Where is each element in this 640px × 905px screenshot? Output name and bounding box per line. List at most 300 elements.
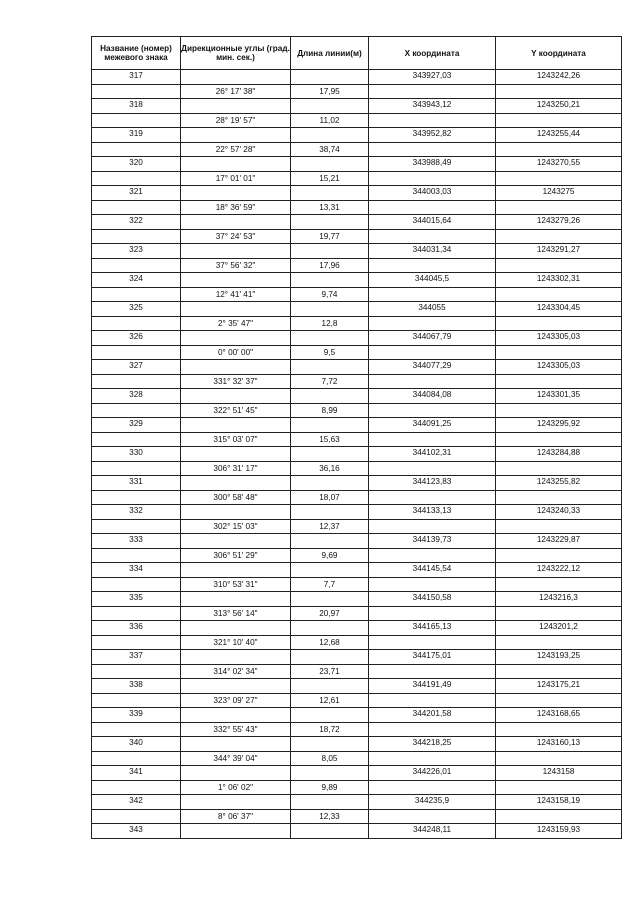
- bearing-angle: 17° 01' 01": [181, 171, 291, 186]
- line-length: 23,71: [291, 664, 369, 679]
- y-coordinate: 1243159,93: [496, 824, 622, 839]
- y-coordinate: 1243270,55: [496, 157, 622, 172]
- x-coordinate: 344102,31: [369, 447, 496, 462]
- empty-cell: [181, 708, 291, 723]
- y-coordinate: 1243250,21: [496, 99, 622, 114]
- empty-cell: [291, 534, 369, 549]
- bearing-angle: 306° 51' 29": [181, 548, 291, 563]
- point-row: [92, 650, 622, 665]
- line-length: 12,37: [291, 519, 369, 534]
- y-coordinate: 1243175,21: [496, 679, 622, 694]
- segment-row: [92, 316, 622, 331]
- empty-cell: [181, 302, 291, 317]
- empty-cell: [369, 519, 496, 534]
- x-coordinate: 343988,49: [369, 157, 496, 172]
- empty-cell: [369, 171, 496, 186]
- bearing-angle: 26° 17' 38": [181, 84, 291, 99]
- x-coordinate: 344045,5: [369, 273, 496, 288]
- x-coordinate: 344235,9: [369, 795, 496, 810]
- empty-cell: [496, 113, 622, 128]
- empty-cell: [291, 215, 369, 230]
- line-length: 36,16: [291, 461, 369, 476]
- segment-row: [92, 490, 622, 505]
- line-length: 9,5: [291, 345, 369, 360]
- empty-cell: [181, 447, 291, 462]
- point-row: [92, 592, 622, 607]
- segment-row: [92, 200, 622, 215]
- point-name: 334: [92, 563, 181, 578]
- empty-cell: [496, 229, 622, 244]
- empty-cell: [92, 809, 181, 824]
- empty-cell: [291, 70, 369, 85]
- empty-cell: [181, 679, 291, 694]
- line-length: 20,97: [291, 606, 369, 621]
- bearing-angle: 28° 19' 57": [181, 113, 291, 128]
- empty-cell: [92, 519, 181, 534]
- point-name: 318: [92, 99, 181, 114]
- line-length: 12,61: [291, 693, 369, 708]
- empty-cell: [291, 157, 369, 172]
- point-row: [92, 737, 622, 752]
- y-coordinate: 1243305,03: [496, 360, 622, 375]
- empty-cell: [181, 99, 291, 114]
- empty-cell: [369, 432, 496, 447]
- point-row: [92, 186, 622, 201]
- y-coordinate: 1243295,92: [496, 418, 622, 433]
- empty-cell: [496, 200, 622, 215]
- bearing-angle: 331° 32' 37": [181, 374, 291, 389]
- empty-cell: [291, 650, 369, 665]
- bearing-angle: 314° 02' 34": [181, 664, 291, 679]
- segment-row: [92, 751, 622, 766]
- x-coordinate: 344165,13: [369, 621, 496, 636]
- point-name: 322: [92, 215, 181, 230]
- empty-cell: [92, 374, 181, 389]
- point-name: 319: [92, 128, 181, 143]
- empty-cell: [291, 505, 369, 520]
- line-length: 7,7: [291, 577, 369, 592]
- point-name: 327: [92, 360, 181, 375]
- y-coordinate: 1243304,45: [496, 302, 622, 317]
- line-length: 13,31: [291, 200, 369, 215]
- point-row: [92, 418, 622, 433]
- header-line-length: Длина линии(м): [291, 37, 369, 70]
- line-length: 38,74: [291, 142, 369, 157]
- x-coordinate: 344145,54: [369, 563, 496, 578]
- y-coordinate: 1243255,44: [496, 128, 622, 143]
- point-name: 332: [92, 505, 181, 520]
- point-row: [92, 331, 622, 346]
- y-coordinate: 1243216,3: [496, 592, 622, 607]
- empty-cell: [92, 780, 181, 795]
- empty-cell: [181, 534, 291, 549]
- x-coordinate: 344084,08: [369, 389, 496, 404]
- y-coordinate: 1243229,87: [496, 534, 622, 549]
- bearing-angle: 0° 00' 00": [181, 345, 291, 360]
- empty-cell: [92, 200, 181, 215]
- empty-cell: [291, 563, 369, 578]
- line-length: 18,72: [291, 722, 369, 737]
- line-length: 17,95: [291, 84, 369, 99]
- bearing-angle: 302° 15' 03": [181, 519, 291, 534]
- y-coordinate: 1243160,13: [496, 737, 622, 752]
- empty-cell: [369, 606, 496, 621]
- y-coordinate: 1243301,35: [496, 389, 622, 404]
- empty-cell: [369, 84, 496, 99]
- header-bearing: Дирекционные углы (град. мин. сек.): [181, 37, 291, 70]
- point-row: [92, 563, 622, 578]
- empty-cell: [369, 780, 496, 795]
- empty-cell: [496, 374, 622, 389]
- segment-row: [92, 577, 622, 592]
- point-row: [92, 215, 622, 230]
- point-row: [92, 389, 622, 404]
- empty-cell: [291, 418, 369, 433]
- empty-cell: [181, 505, 291, 520]
- empty-cell: [496, 490, 622, 505]
- bearing-angle: 315° 03' 07": [181, 432, 291, 447]
- empty-cell: [291, 737, 369, 752]
- empty-cell: [181, 157, 291, 172]
- x-coordinate: 344123,83: [369, 476, 496, 491]
- segment-row: [92, 722, 622, 737]
- bearing-angle: 22° 57' 28": [181, 142, 291, 157]
- empty-cell: [92, 635, 181, 650]
- empty-cell: [181, 795, 291, 810]
- empty-cell: [92, 229, 181, 244]
- segment-row: [92, 287, 622, 302]
- x-coordinate: 344015,64: [369, 215, 496, 230]
- empty-cell: [369, 287, 496, 302]
- empty-cell: [369, 693, 496, 708]
- point-row: [92, 476, 622, 491]
- point-name: 341: [92, 766, 181, 781]
- point-row: [92, 99, 622, 114]
- empty-cell: [181, 476, 291, 491]
- y-coordinate: 1243193,25: [496, 650, 622, 665]
- empty-cell: [496, 287, 622, 302]
- y-coordinate: 1243168,65: [496, 708, 622, 723]
- empty-cell: [291, 244, 369, 259]
- segment-row: [92, 519, 622, 534]
- point-name: 333: [92, 534, 181, 549]
- bearing-angle: 306° 31' 17": [181, 461, 291, 476]
- x-coordinate: 344226,01: [369, 766, 496, 781]
- point-row: [92, 157, 622, 172]
- header-point-name: Название (номер) межевого знака: [92, 37, 181, 70]
- y-coordinate: 1243201,2: [496, 621, 622, 636]
- empty-cell: [369, 200, 496, 215]
- point-row: [92, 795, 622, 810]
- line-length: 12,8: [291, 316, 369, 331]
- empty-cell: [496, 171, 622, 186]
- empty-cell: [181, 650, 291, 665]
- bearing-angle: 300° 58' 48": [181, 490, 291, 505]
- empty-cell: [181, 70, 291, 85]
- point-name: 321: [92, 186, 181, 201]
- empty-cell: [181, 186, 291, 201]
- point-row: [92, 766, 622, 781]
- empty-cell: [291, 592, 369, 607]
- empty-cell: [92, 432, 181, 447]
- x-coordinate: 344191,49: [369, 679, 496, 694]
- empty-cell: [369, 113, 496, 128]
- segment-row: [92, 780, 622, 795]
- point-name: 342: [92, 795, 181, 810]
- line-length: 12,33: [291, 809, 369, 824]
- empty-cell: [181, 592, 291, 607]
- empty-cell: [291, 99, 369, 114]
- bearing-angle: 310° 53' 31": [181, 577, 291, 592]
- point-name: 336: [92, 621, 181, 636]
- segment-row: [92, 403, 622, 418]
- empty-cell: [92, 113, 181, 128]
- empty-cell: [369, 403, 496, 418]
- empty-cell: [496, 780, 622, 795]
- point-name: 323: [92, 244, 181, 259]
- point-name: 340: [92, 737, 181, 752]
- empty-cell: [92, 751, 181, 766]
- empty-cell: [369, 374, 496, 389]
- empty-cell: [181, 766, 291, 781]
- bearing-angle: 332° 55' 43": [181, 722, 291, 737]
- empty-cell: [496, 403, 622, 418]
- segment-row: [92, 664, 622, 679]
- point-name: 324: [92, 273, 181, 288]
- empty-cell: [92, 461, 181, 476]
- line-length: 9,74: [291, 287, 369, 302]
- empty-cell: [496, 142, 622, 157]
- x-coordinate: 344055: [369, 302, 496, 317]
- empty-cell: [496, 664, 622, 679]
- bearing-angle: 37° 24' 53": [181, 229, 291, 244]
- y-coordinate: 1243222,12: [496, 563, 622, 578]
- empty-cell: [369, 229, 496, 244]
- empty-cell: [92, 171, 181, 186]
- empty-cell: [92, 84, 181, 99]
- empty-cell: [181, 215, 291, 230]
- empty-cell: [181, 389, 291, 404]
- empty-cell: [92, 693, 181, 708]
- line-length: 8,99: [291, 403, 369, 418]
- bearing-angle: 37° 56' 32": [181, 258, 291, 273]
- point-row: [92, 824, 622, 839]
- segment-row: [92, 229, 622, 244]
- x-coordinate: 344003,03: [369, 186, 496, 201]
- empty-cell: [181, 621, 291, 636]
- y-coordinate: 1243255,82: [496, 476, 622, 491]
- point-name: 320: [92, 157, 181, 172]
- segment-row: [92, 113, 622, 128]
- point-name: 331: [92, 476, 181, 491]
- y-coordinate: 1243242,26: [496, 70, 622, 85]
- y-coordinate: 1243302,31: [496, 273, 622, 288]
- segment-row: [92, 809, 622, 824]
- empty-cell: [369, 490, 496, 505]
- y-coordinate: 1243305,03: [496, 331, 622, 346]
- line-length: 15,21: [291, 171, 369, 186]
- segment-row: [92, 171, 622, 186]
- coordinates-table-sheet: [91, 36, 621, 839]
- empty-cell: [181, 563, 291, 578]
- segment-row: [92, 258, 622, 273]
- x-coordinate: 343943,12: [369, 99, 496, 114]
- point-row: [92, 534, 622, 549]
- empty-cell: [92, 664, 181, 679]
- empty-cell: [496, 461, 622, 476]
- empty-cell: [92, 548, 181, 563]
- bearing-angle: 323° 09' 27": [181, 693, 291, 708]
- empty-cell: [369, 577, 496, 592]
- segment-row: [92, 606, 622, 621]
- point-name: 339: [92, 708, 181, 723]
- segment-row: [92, 84, 622, 99]
- line-length: 8,05: [291, 751, 369, 766]
- empty-cell: [92, 403, 181, 418]
- line-length: 11,02: [291, 113, 369, 128]
- empty-cell: [496, 432, 622, 447]
- line-length: 7,72: [291, 374, 369, 389]
- x-coordinate: 344091,25: [369, 418, 496, 433]
- point-name: 329: [92, 418, 181, 433]
- segment-row: [92, 693, 622, 708]
- empty-cell: [496, 316, 622, 331]
- line-length: 15,63: [291, 432, 369, 447]
- empty-cell: [291, 273, 369, 288]
- empty-cell: [496, 809, 622, 824]
- empty-cell: [369, 142, 496, 157]
- header-x-coordinate: X координата: [369, 37, 496, 70]
- line-length: 9,69: [291, 548, 369, 563]
- empty-cell: [369, 345, 496, 360]
- point-name: 330: [92, 447, 181, 462]
- table-header: [92, 37, 622, 70]
- y-coordinate: 1243275: [496, 186, 622, 201]
- empty-cell: [291, 389, 369, 404]
- empty-cell: [291, 302, 369, 317]
- point-name: 328: [92, 389, 181, 404]
- line-length: 18,07: [291, 490, 369, 505]
- empty-cell: [291, 621, 369, 636]
- line-length: 9,89: [291, 780, 369, 795]
- empty-cell: [291, 795, 369, 810]
- point-row: [92, 708, 622, 723]
- point-row: [92, 273, 622, 288]
- empty-cell: [181, 331, 291, 346]
- empty-cell: [496, 693, 622, 708]
- empty-cell: [291, 708, 369, 723]
- point-row: [92, 128, 622, 143]
- line-length: 19,77: [291, 229, 369, 244]
- empty-cell: [369, 258, 496, 273]
- empty-cell: [369, 316, 496, 331]
- point-name: 326: [92, 331, 181, 346]
- y-coordinate: 1243291,27: [496, 244, 622, 259]
- empty-cell: [496, 84, 622, 99]
- empty-cell: [496, 606, 622, 621]
- empty-cell: [92, 316, 181, 331]
- point-row: [92, 302, 622, 317]
- segment-row: [92, 374, 622, 389]
- bearing-angle: 18° 36' 59": [181, 200, 291, 215]
- empty-cell: [181, 737, 291, 752]
- empty-cell: [369, 664, 496, 679]
- y-coordinate: 1243158,19: [496, 795, 622, 810]
- point-row: [92, 360, 622, 375]
- empty-cell: [92, 287, 181, 302]
- line-length: 12,68: [291, 635, 369, 650]
- point-name: 325: [92, 302, 181, 317]
- empty-cell: [92, 142, 181, 157]
- y-coordinate: 1243284,88: [496, 447, 622, 462]
- point-row: [92, 679, 622, 694]
- bearing-angle: 344° 39' 04": [181, 751, 291, 766]
- empty-cell: [496, 519, 622, 534]
- empty-cell: [92, 606, 181, 621]
- empty-cell: [369, 722, 496, 737]
- empty-cell: [496, 577, 622, 592]
- empty-cell: [369, 548, 496, 563]
- empty-cell: [291, 679, 369, 694]
- empty-cell: [181, 360, 291, 375]
- x-coordinate: 344218,25: [369, 737, 496, 752]
- empty-cell: [291, 128, 369, 143]
- segment-row: [92, 461, 622, 476]
- point-name: 335: [92, 592, 181, 607]
- empty-cell: [181, 824, 291, 839]
- x-coordinate: 343927,03: [369, 70, 496, 85]
- y-coordinate: 1243279,26: [496, 215, 622, 230]
- empty-cell: [369, 809, 496, 824]
- empty-cell: [496, 635, 622, 650]
- segment-row: [92, 142, 622, 157]
- empty-cell: [92, 722, 181, 737]
- x-coordinate: 344248,11: [369, 824, 496, 839]
- empty-cell: [496, 345, 622, 360]
- segment-row: [92, 345, 622, 360]
- point-row: [92, 244, 622, 259]
- line-length: 17,96: [291, 258, 369, 273]
- header-row: [92, 37, 622, 70]
- x-coordinate: 344201,58: [369, 708, 496, 723]
- bearing-angle: 322° 51' 45": [181, 403, 291, 418]
- bearing-angle: 12° 41' 41": [181, 287, 291, 302]
- point-row: [92, 505, 622, 520]
- x-coordinate: 344133,13: [369, 505, 496, 520]
- empty-cell: [369, 635, 496, 650]
- empty-cell: [291, 766, 369, 781]
- empty-cell: [181, 244, 291, 259]
- x-coordinate: 344150,58: [369, 592, 496, 607]
- point-name: 317: [92, 70, 181, 85]
- empty-cell: [181, 418, 291, 433]
- empty-cell: [369, 751, 496, 766]
- bearing-angle: 2° 35' 47": [181, 316, 291, 331]
- empty-cell: [369, 461, 496, 476]
- bearing-angle: 8° 06' 37": [181, 809, 291, 824]
- header-y-coordinate: Y координата: [496, 37, 622, 70]
- point-name: 337: [92, 650, 181, 665]
- x-coordinate: 344139,73: [369, 534, 496, 549]
- x-coordinate: 344175,01: [369, 650, 496, 665]
- empty-cell: [291, 476, 369, 491]
- x-coordinate: 344067,79: [369, 331, 496, 346]
- empty-cell: [181, 273, 291, 288]
- coordinates-table: [91, 36, 622, 839]
- empty-cell: [92, 577, 181, 592]
- empty-cell: [291, 824, 369, 839]
- point-row: [92, 447, 622, 462]
